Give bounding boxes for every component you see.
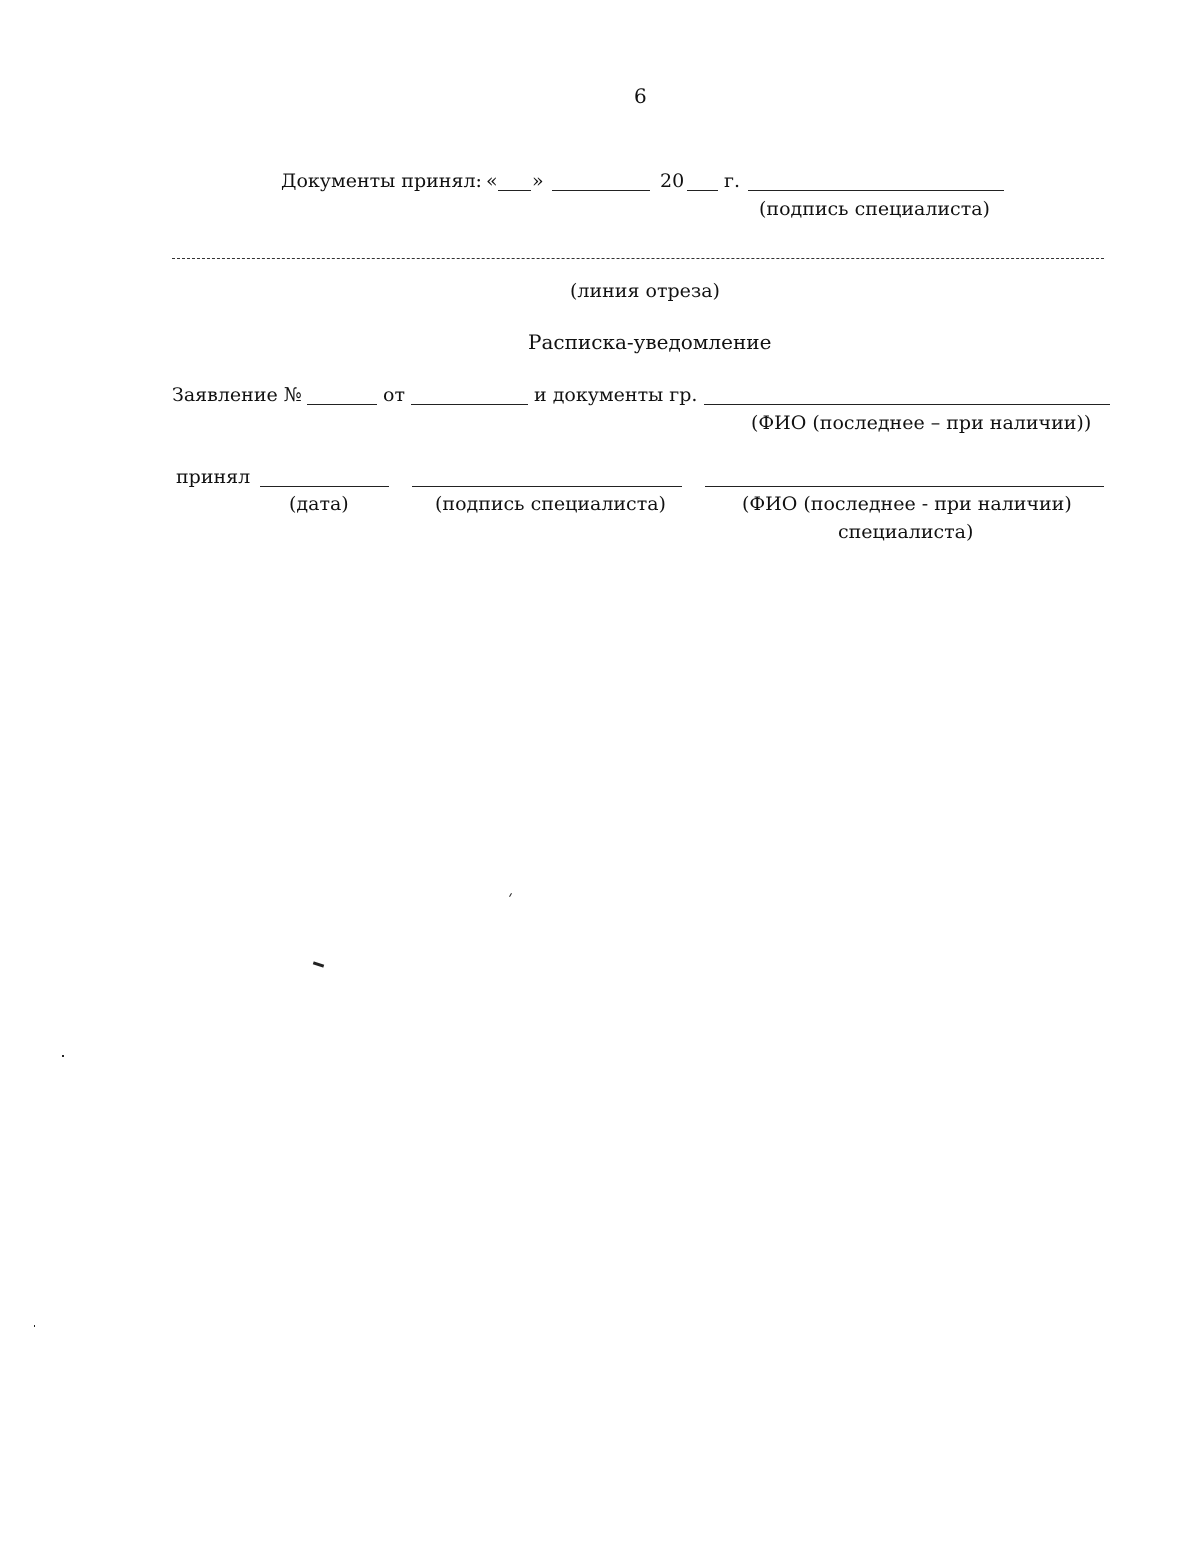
application-label: Заявление № — [172, 384, 302, 406]
accept-date-field[interactable] — [260, 486, 389, 487]
specialist-name-caption-line2: специалиста) — [838, 521, 974, 543]
accept-signature-field[interactable] — [412, 486, 682, 487]
specialist-name-caption-line1: (ФИО (последнее - при наличии) — [742, 493, 1072, 515]
month-field[interactable] — [552, 190, 650, 191]
scan-speck — [509, 893, 512, 897]
signature-caption: (подпись специалиста) — [759, 198, 990, 220]
application-date-field[interactable] — [411, 404, 528, 405]
scan-speck — [62, 1055, 64, 1057]
application-number-field[interactable] — [307, 404, 377, 405]
year-prefix: 20 — [660, 170, 685, 192]
page-number: 6 — [634, 84, 647, 108]
quote-open: « — [486, 170, 498, 192]
applicant-name-field[interactable] — [704, 404, 1110, 405]
specialist-signature-caption: (подпись специалиста) — [435, 493, 666, 515]
cut-line-caption: (линия отреза) — [570, 280, 720, 302]
scan-speck — [313, 961, 324, 967]
documents-label: и документы гр. — [534, 384, 698, 406]
accepted-by-label: принял — [176, 466, 251, 488]
accepted-label: Документы принял: — [281, 170, 482, 192]
receipt-title: Расписка-уведомление — [528, 330, 772, 354]
quote-close: » — [532, 170, 544, 192]
scan-speck — [34, 1325, 35, 1327]
date-caption: (дата) — [289, 493, 349, 515]
day-field[interactable] — [498, 190, 531, 191]
applicant-name-caption: (ФИО (последнее – при наличии)) — [751, 412, 1092, 434]
cut-line — [172, 258, 1104, 259]
from-label: от — [383, 384, 405, 406]
specialist-name-field[interactable] — [705, 486, 1104, 487]
year-field[interactable] — [687, 190, 718, 191]
year-suffix: г. — [724, 170, 740, 192]
specialist-signature-field[interactable] — [748, 190, 1004, 191]
